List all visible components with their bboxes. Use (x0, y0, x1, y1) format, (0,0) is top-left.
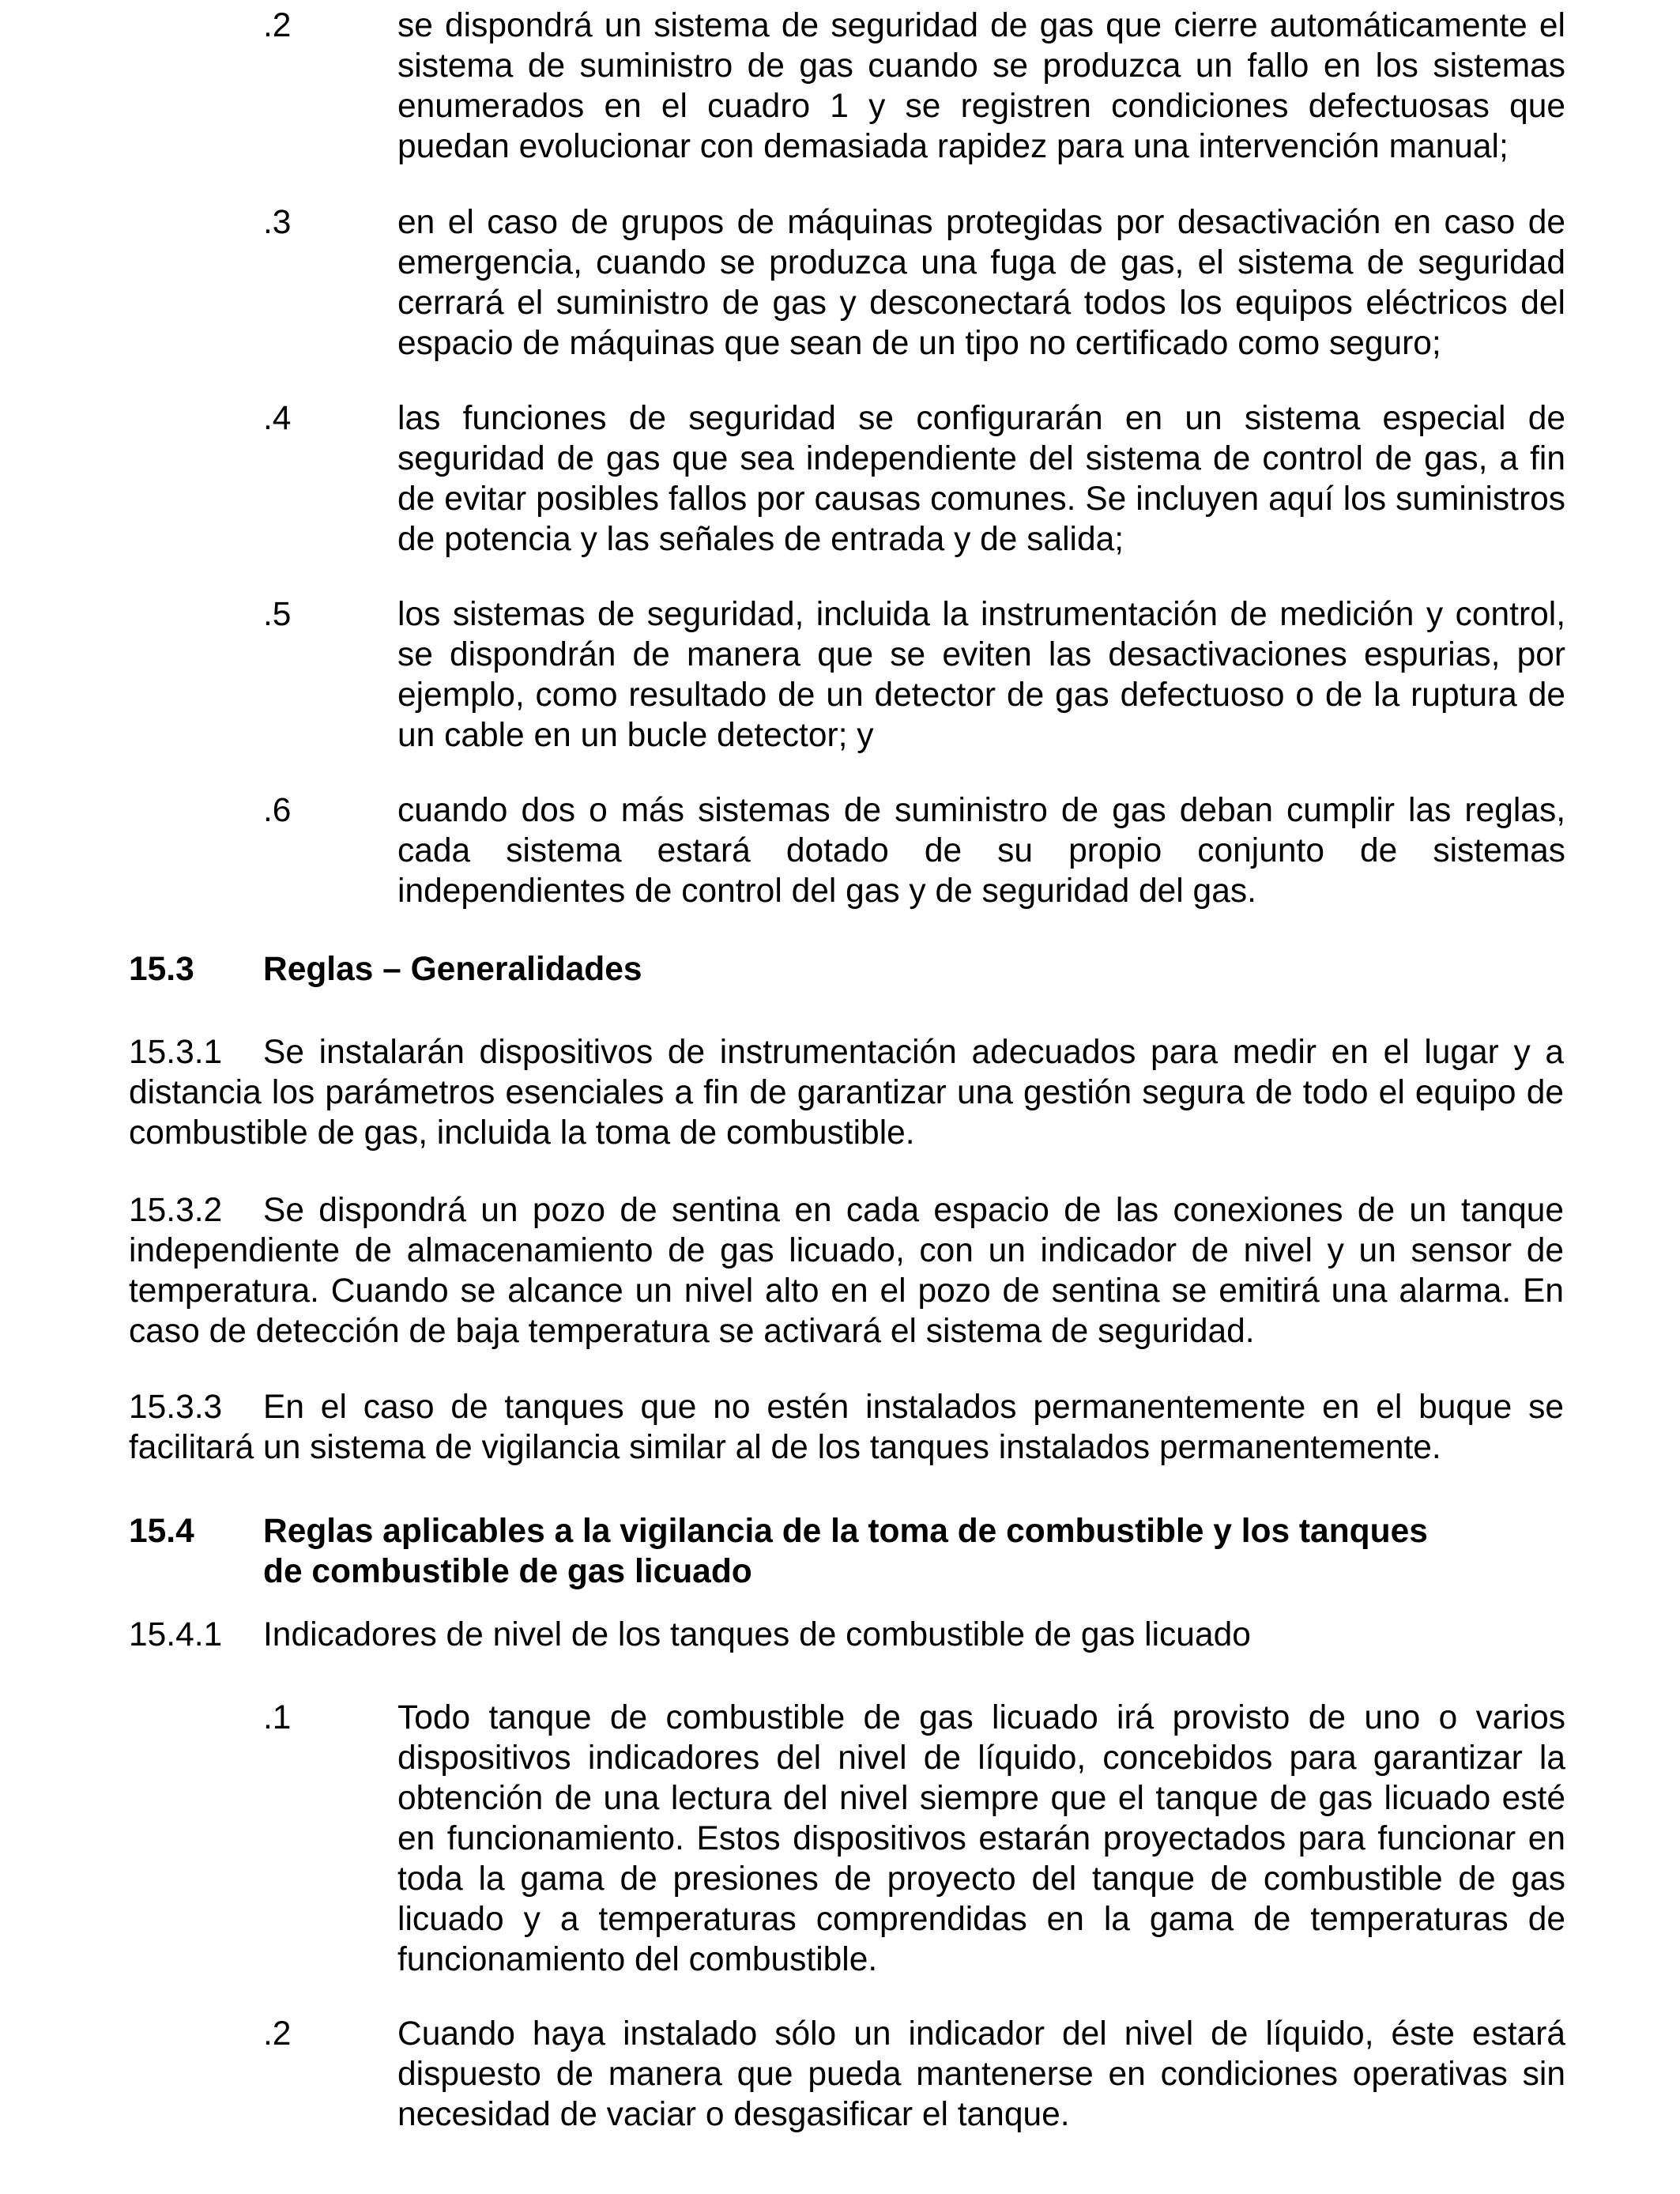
list-item-text: las funciones de seguridad se configurarán en un sistema especial de seguridad de gas que sea independiente del sistema de control de gas, a fin de evitar posibles fallos por causas comunes. Se incluyen aquí los suministros de potencia y las señales de entrada y de salida; (397, 400, 1565, 558)
list-item-number: .5 (263, 596, 292, 633)
paragraph-number: 15.3.2 (129, 1192, 223, 1229)
list-item-number: .1 (263, 1699, 292, 1736)
list-item-text: se dispondrá un sistema de seguridad de gas que cierre automáticamente el sistema de suministro de gas cuando se produzca un fallo en los sistemas enumerados en el cuadro 1 y se registren condiciones defectuosas que puedan evolucionar con demasiada rapidez para una intervención manual; (397, 7, 1565, 165)
paragraph (129, 1387, 1564, 1468)
list-item-text: los sistemas de seguridad, incluida la instrumentación de medición y control, se dispondrán de manera que se eviten las desactivaciones espurias, por ejemplo, como resultado de un detector de gas defectuoso o de la ruptura de un cable en un bucle detector; y (397, 596, 1565, 754)
paragraph-text: Se dispondrá un pozo de sentina en cada espacio de las conexiones de un tanque independiente de almacenamiento de gas licuado, con un indicador de nivel y un sensor de temperatura. Cuando se alcance un nivel alto en el pozo de sentina se emitirá una alarma. En caso de detección de baja temperatura se activará el sistema de seguridad. (129, 1192, 1564, 1350)
list-item-text: en el caso de grupos de máquinas protegidas por desactivación en caso de emergencia, cuando se produzca una fuga de gas, el sistema de seguridad cerrará el suministro de gas y desconectará todos los equipos eléctricos del espacio de máquinas que sean de un tipo no certificado como seguro; (397, 204, 1565, 362)
section-number: 15.3 (129, 951, 194, 988)
list-item-number: .4 (263, 400, 292, 437)
paragraph-number: 15.3.3 (129, 1389, 223, 1426)
paragraph (129, 1190, 1564, 1351)
list-item-number: .2 (263, 7, 292, 44)
list-item-number: .3 (263, 204, 292, 241)
list-item-number: .6 (263, 792, 292, 829)
list-item-number: .2 (263, 2015, 292, 2053)
subsection-title: Indicadores de nivel de los tanques de combustible de gas licuado (263, 1616, 1251, 1653)
paragraph-text: En el caso de tanques que no estén instalados permanentemente en el buque se facilitará un sistema de vigilancia similar al de los tanques instalados permanentemente. (129, 1389, 1564, 1466)
subsection-number: 15.4.1 (129, 1616, 223, 1653)
section-title: Reglas aplicables a la vigilancia de la toma de combustible y los tanques de combustible de gas licuado (263, 1513, 1428, 1590)
list-item-text: Todo tanque de combustible de gas licuado irá provisto de uno o varios dispositivos indicadores del nivel de líquido, concebidos para garantizar la obtención de una lectura del nivel siempre que el tanque de gas licuado esté en funcionamiento. Estos dispositivos estarán proyectados para funcionar en toda la gama de presiones de proyecto del tanque de combustible de gas licuado y a temperaturas comprendidas en la gama de temperaturas de funcionamiento del combustible. (397, 1699, 1565, 1978)
list-item-text: Cuando haya instalado sólo un indicador del nivel de líquido, éste estará dispuesto de manera que pueda mantenerse en condiciones operativas sin necesidad de vaciar o desgasificar el tanque. (397, 2015, 1565, 2133)
paragraph (129, 1032, 1564, 1153)
paragraph-text: Se instalarán dispositivos de instrumentación adecuados para medir en el lugar y a distancia los parámetros esenciales a fin de garantizar una gestión segura de todo el equipo de combustible de gas, incluida la toma de combustible. (129, 1034, 1564, 1152)
section-title: Reglas – Generalidades (263, 951, 642, 988)
paragraph-number: 15.3.1 (129, 1034, 223, 1071)
list-item-text: cuando dos o más sistemas de suministro de gas deban cumplir las reglas, cada sistema estará dotado de su propio conjunto de sistemas independientes de control del gas y de seguridad del gas. (397, 792, 1565, 910)
section-number: 15.4 (129, 1513, 194, 1550)
